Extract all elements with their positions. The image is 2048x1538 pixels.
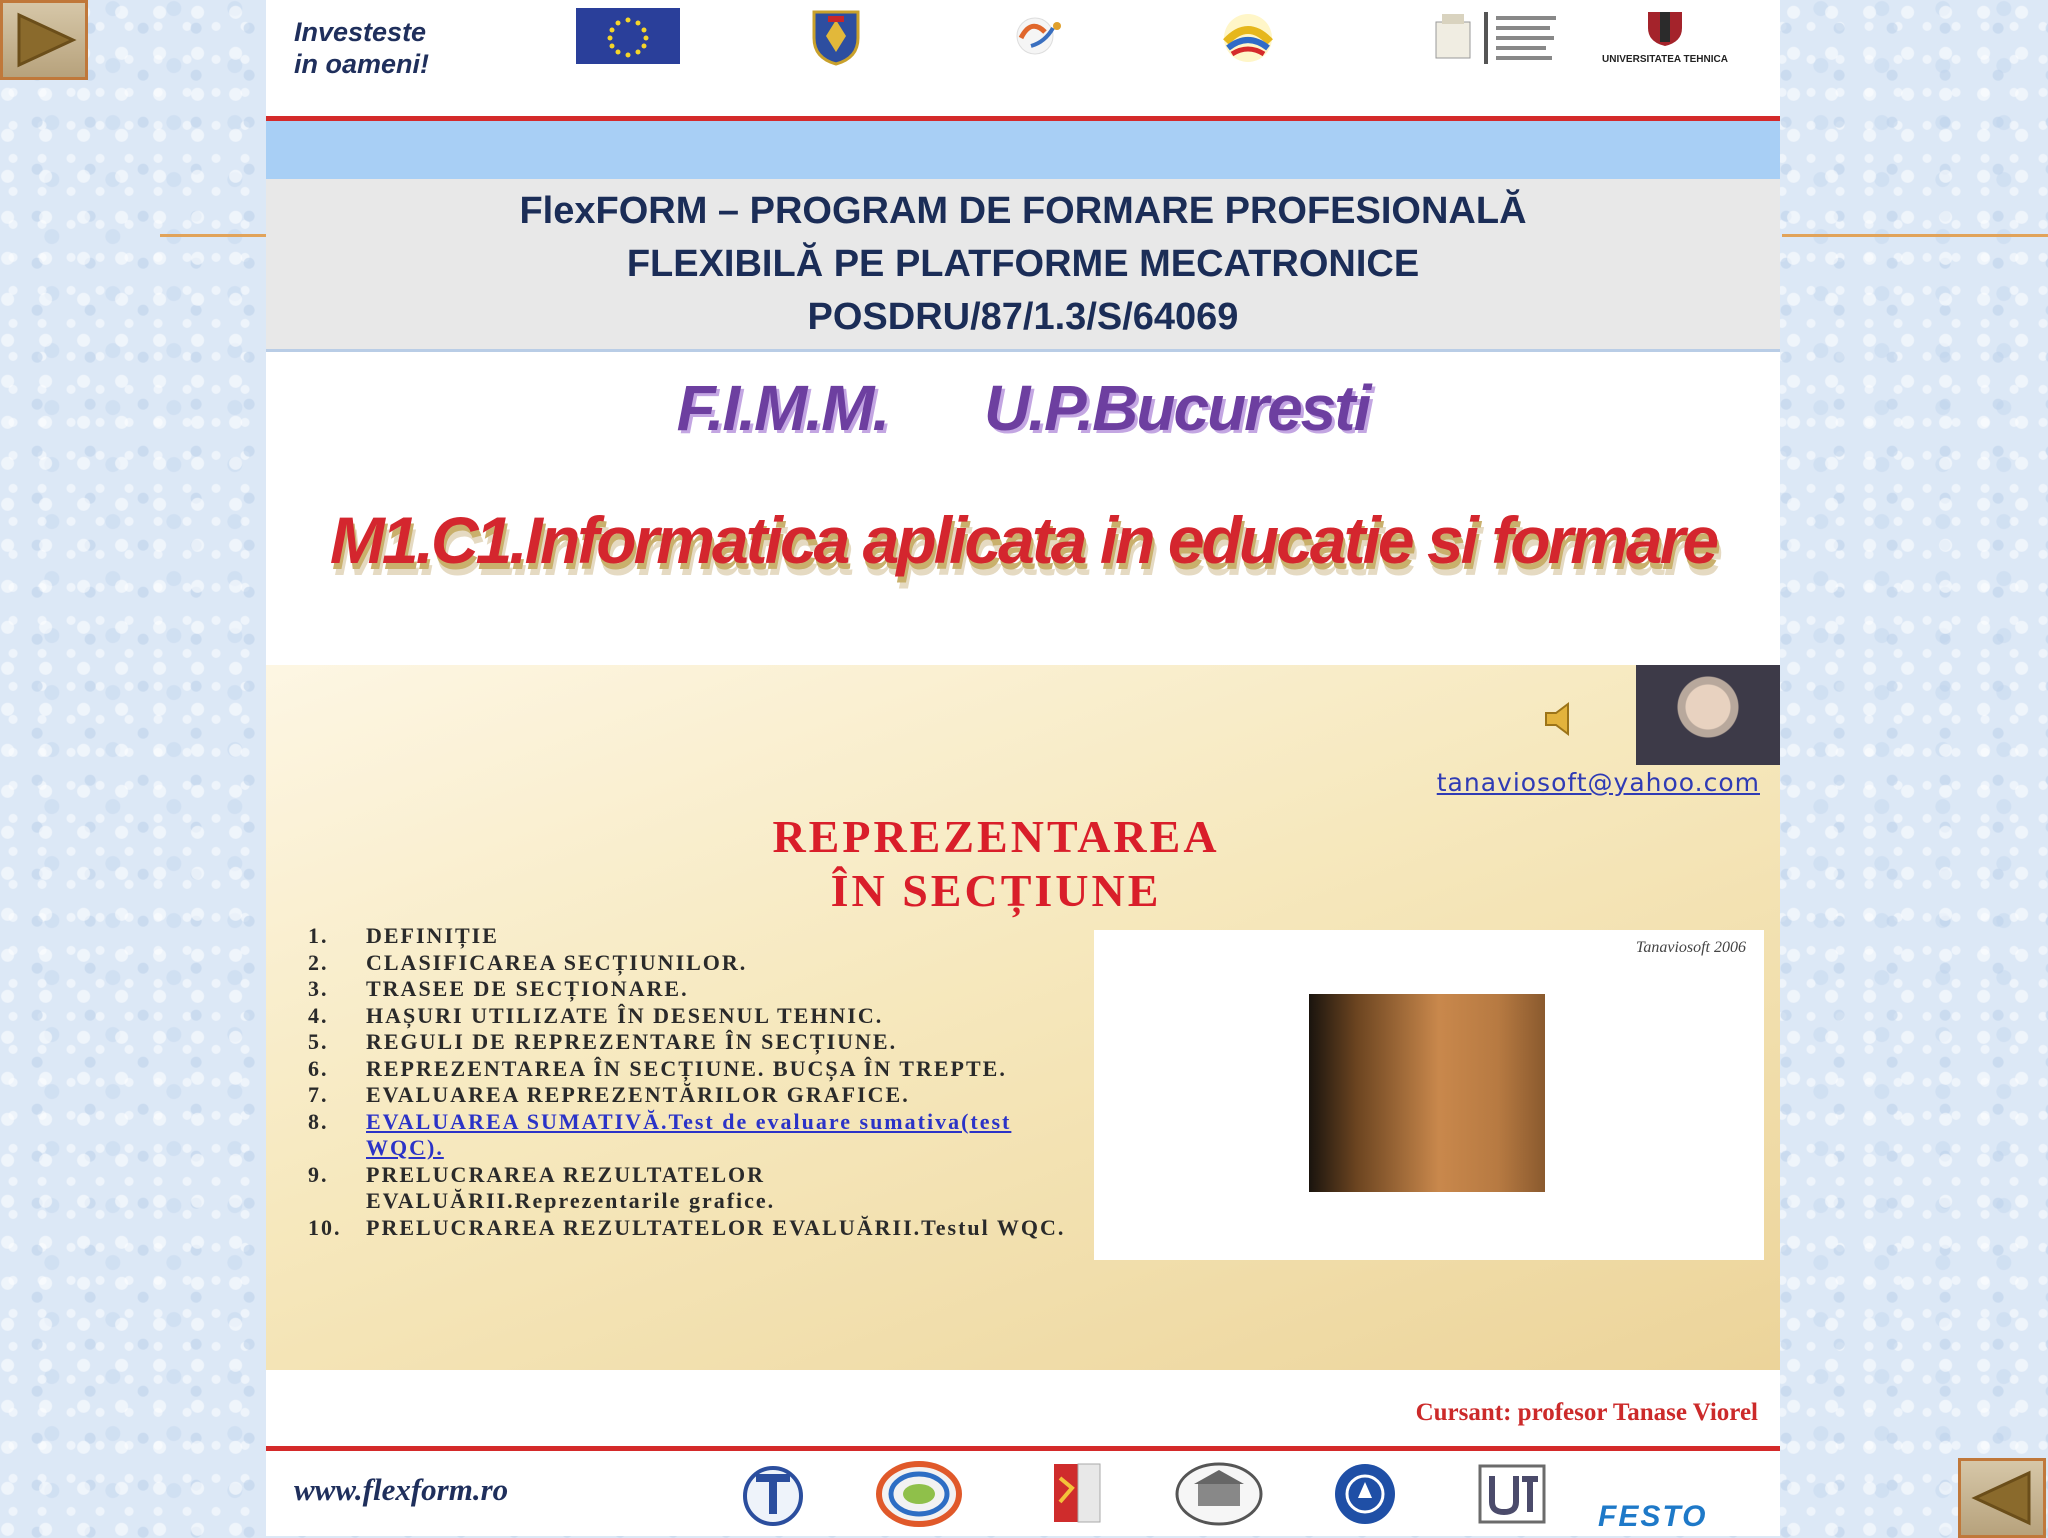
svg-text:UNIVERSITATEA TEHNICA: UNIVERSITATEA TEHNICA bbox=[1602, 54, 1728, 65]
right-decor-line bbox=[1782, 234, 2048, 237]
university-logo bbox=[1602, 8, 1728, 89]
faculty-name: F.I.M.M. bbox=[676, 372, 889, 444]
toc-item: 5. REGULI DE REPREZENTARE ÎN SECȚIUNE. bbox=[308, 1029, 898, 1054]
toc-item: 9. PRELUCRAREA REZULTATELOR EVALUĂRII.Reprezentarile grafice. bbox=[308, 1161, 776, 1213]
fse-logo bbox=[1001, 8, 1081, 71]
festo-logo: FESTO bbox=[1598, 1500, 1708, 1533]
author-email-link[interactable]: tanaviosoft@yahoo.com bbox=[1436, 768, 1760, 797]
play-right-icon bbox=[13, 11, 77, 69]
cylinder-shape bbox=[1309, 994, 1545, 1192]
footer-divider bbox=[266, 1446, 1780, 1451]
toc-item: 1. DEFINIȚIE bbox=[308, 923, 499, 948]
course-title: M1.C1.Informatica aplicata in educatie si formare bbox=[329, 503, 1717, 577]
partner-logo-t bbox=[738, 1458, 808, 1533]
project-banner bbox=[266, 179, 1780, 352]
speaker-icon[interactable] bbox=[1542, 701, 1582, 737]
toc-item: 6. REPREZENTAREA ÎN SECȚIUNE. BUCȘA ÎN TREPTE. bbox=[308, 1055, 1007, 1081]
banner-line-3: POSDRU/87/1.3/S/64069 bbox=[807, 295, 1239, 338]
author-photo bbox=[1636, 665, 1780, 765]
eu-flag-logo bbox=[576, 8, 680, 69]
table-of-contents bbox=[308, 923, 1068, 1241]
toc-item: 4. HAȘURI UTILIZATE ÎN DESENUL TEHNIC. bbox=[308, 1002, 884, 1028]
banner-line-2: FLEXIBILĂ PE PLATFORME MECATRONICE bbox=[626, 242, 1420, 285]
toc-item: 3. TRASEE DE SECȚIONARE. bbox=[308, 976, 689, 1001]
banner-line-1: FlexFORM – PROGRAM DE FORMARE PROFESIONALĂ bbox=[519, 189, 1527, 232]
evaluation-test-link[interactable]: EVALUAREA SUMATIVĂ.Test de evaluare sumativa(test WQC). bbox=[366, 1108, 1012, 1160]
cursant-label: Cursant: profesor Tanase Viorel bbox=[1415, 1399, 1758, 1426]
university-name: U.P.Bucuresti bbox=[983, 372, 1370, 444]
partner-logo-ring bbox=[874, 1458, 964, 1533]
slogan: Investeste in oameni! bbox=[294, 17, 430, 79]
next-slide-button[interactable] bbox=[0, 0, 88, 80]
inner-slide-title: REPREZENTAREA ÎN SECȚIUNE bbox=[772, 811, 1220, 916]
animation-panel[interactable] bbox=[1094, 930, 1764, 1260]
animation-caption: Tanaviosoft 2006 bbox=[1635, 939, 1746, 956]
sponsor-header bbox=[266, 0, 1780, 118]
website-url[interactable]: www.flexform.ro bbox=[294, 1472, 509, 1507]
ministry-logo bbox=[1432, 8, 1572, 73]
left-decor-line bbox=[160, 234, 266, 237]
partner-logo-blue-seal bbox=[1330, 1458, 1400, 1533]
institution-line bbox=[266, 368, 1780, 448]
previous-slide-button[interactable] bbox=[1958, 1458, 2046, 1538]
toc-item-link[interactable]: 8. EVALUAREA SUMATIVĂ.Test de evaluare sumativa(test WQC). bbox=[308, 1109, 1068, 1162]
toc-item: 10. PRELUCRAREA REZULTATELOR EVALUĂRII.Testul WQC. bbox=[308, 1214, 1066, 1240]
play-left-icon bbox=[1971, 1469, 2035, 1527]
toc-item: 2. CLASIFICAREA SECȚIUNILOR. bbox=[308, 949, 748, 975]
slide-canvas bbox=[266, 0, 1780, 1536]
partner-logo-ut bbox=[1472, 1458, 1552, 1533]
romania-coat-of-arms-logo bbox=[806, 8, 866, 71]
header-band bbox=[266, 121, 1780, 179]
embedded-presentation bbox=[266, 665, 1780, 1370]
instrumente-structurale-logo bbox=[1208, 8, 1288, 71]
partner-logo-building bbox=[1174, 1458, 1264, 1533]
toc-item: 7. EVALUAREA REPREZENTĂRILOR GRAFICE. bbox=[308, 1082, 910, 1107]
partner-logo-shield bbox=[1042, 1458, 1112, 1533]
